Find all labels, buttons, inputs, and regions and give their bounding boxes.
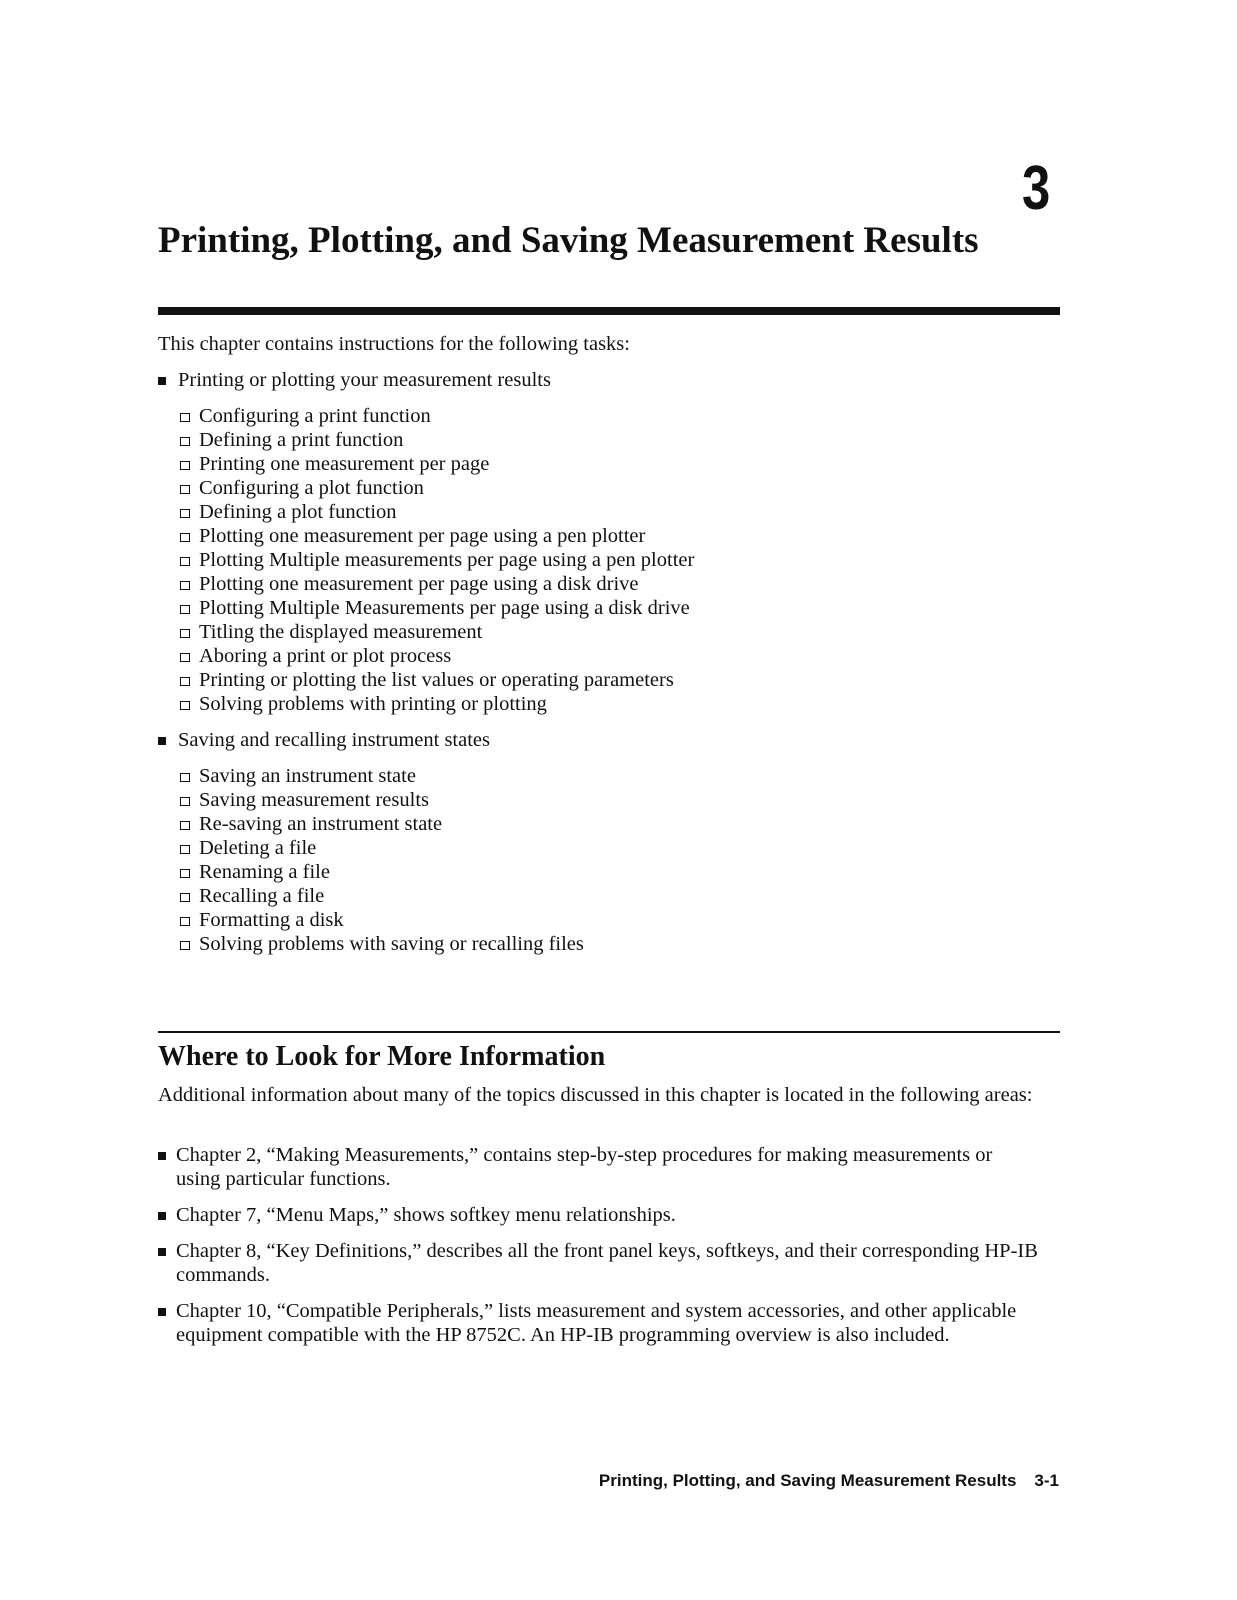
reference-text: Chapter 10, “Compatible Peripherals,” lists measurement and system accessories, and other applicable equipment compatible with the HP 8752C. An HP-IB programming overview is also included. [176,1300,1017,1346]
checkbox-square-icon [180,701,190,710]
checkbox-square-icon [180,413,190,422]
reference-item [158,1239,1038,1287]
subtask-item [180,524,694,548]
subtask-label: Plotting one measurement per page using a disk drive [199,573,639,595]
subtask-label: Deleting a file [199,837,317,859]
checkbox-square-icon [180,485,190,494]
subtask-label: Re-saving an instrument state [199,813,443,835]
page-number: 3-1 [1034,1471,1059,1490]
subtask-item [180,812,584,836]
subtask-item [180,764,584,788]
checkbox-square-icon [180,509,190,518]
task-group-printing [158,368,694,716]
checkbox-square-icon [180,917,190,926]
checkbox-square-icon [180,941,190,950]
task-group-label: Printing or plotting your measurement results [178,369,551,391]
subtask-label: Renaming a file [199,861,330,883]
reference-list [158,1143,1038,1359]
subtask-item [180,572,694,596]
subtask-list [180,764,584,956]
reference-text: Chapter 2, “Making Measurements,” contains step-by-step procedures for making measurements or using particular functions. [176,1144,993,1190]
subtask-label: Defining a print function [199,429,404,451]
subtask-item [180,836,584,860]
subtask-label: Plotting one measurement per page using a pen plotter [199,525,646,547]
bullet-icon [158,1248,166,1256]
subtask-item [180,500,694,524]
section-heading: Where to Look for More Information [158,1041,606,1072]
subtask-label: Plotting Multiple Measurements per page using a disk drive [199,597,690,619]
checkbox-square-icon [180,845,190,854]
bullet-icon [158,1152,166,1160]
subtask-label: Configuring a plot function [199,477,424,499]
chapter-number: 3 [1022,154,1051,223]
subtask-item [180,788,584,812]
subtask-container [158,404,694,716]
subtask-label: Saving measurement results [199,789,430,811]
reference-item [158,1143,1038,1191]
subtask-item [180,932,584,956]
checkbox-square-icon [180,821,190,830]
reference-text: Chapter 8, “Key Definitions,” describes all the front panel keys, softkeys, and their corresponding HP-IB commands. [176,1240,1038,1286]
checkbox-square-icon [180,773,190,782]
page-footer [599,1471,1059,1491]
subtask-item [180,908,584,932]
checkbox-square-icon [180,533,190,542]
reference-item [158,1299,1038,1347]
reference-text: Chapter 7, “Menu Maps,” shows softkey menu relationships. [176,1204,676,1226]
subtask-item [180,692,694,716]
checkbox-square-icon [180,557,190,566]
subtask-item [180,644,694,668]
bullet-icon [158,1212,166,1220]
subtask-item [180,620,694,644]
bullet-icon [158,737,166,745]
subtask-label: Recalling a file [199,885,325,907]
checkbox-square-icon [180,797,190,806]
subtask-label: Printing one measurement per page [199,453,490,475]
bullet-icon [158,377,166,385]
subtask-label: Configuring a print function [199,405,431,427]
task-group-label: Saving and recalling instrument states [178,729,490,751]
subtask-container [158,764,584,956]
subtask-label: Titling the displayed measurement [199,621,483,643]
task-group-heading [158,368,694,392]
checkbox-square-icon [180,869,190,878]
bullet-icon [158,1308,166,1316]
checkbox-square-icon [180,605,190,614]
chapter-title: Printing, Plotting, and Saving Measurement Results [158,220,979,261]
task-group-saving [158,728,584,956]
checkbox-square-icon [180,437,190,446]
reference-item [158,1203,1038,1227]
checkbox-square-icon [180,893,190,902]
checkbox-square-icon [180,581,190,590]
section-intro: Additional information about many of the topics discussed in this chapter is located in the following areas: [158,1084,1033,1106]
subtask-item [180,668,694,692]
subtask-label: Saving an instrument state [199,765,416,787]
footer-title: Printing, Plotting, and Saving Measurement Results [598,1471,1017,1490]
subtask-label: Formatting a disk [199,909,344,931]
subtask-label: Defining a plot function [199,501,397,523]
checkbox-square-icon [180,629,190,638]
subtask-label: Solving problems with saving or recalling files [199,933,584,955]
subtask-item [180,548,694,572]
subtask-item [180,884,584,908]
subtask-label: Printing or plotting the list values or operating parameters [199,669,674,691]
checkbox-square-icon [180,653,190,662]
subtask-item [180,860,584,884]
section-rule [158,1031,1060,1033]
subtask-item [180,452,694,476]
title-rule [158,307,1060,315]
subtask-item [180,476,694,500]
subtask-item [180,428,694,452]
subtask-label: Plotting Multiple measurements per page using a pen plotter [199,549,695,571]
subtask-item [180,596,694,620]
checkbox-square-icon [180,461,190,470]
subtask-list [180,404,694,716]
chapter-intro: This chapter contains instructions for the following tasks: [158,333,630,355]
checkbox-square-icon [180,677,190,686]
task-group-heading [158,728,584,752]
subtask-item [180,404,694,428]
subtask-label: Aboring a print or plot process [199,645,452,667]
subtask-label: Solving problems with printing or plotting [199,693,547,715]
